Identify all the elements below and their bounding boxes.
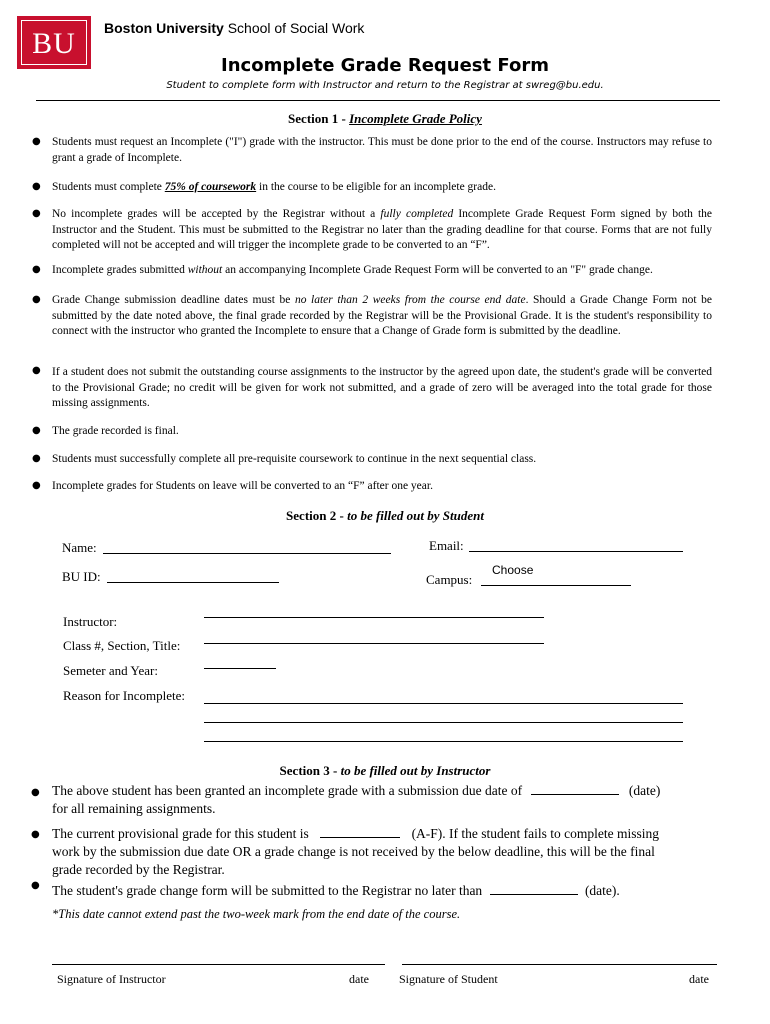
bullet-icon: ●: [32, 294, 41, 305]
instructor-field[interactable]: [204, 617, 544, 618]
instructor-signature-label: Signature of Instructor: [57, 972, 166, 986]
header-divider: [36, 100, 720, 101]
section1-title: Section 1 - Incomplete Grade Policy: [288, 111, 482, 126]
bullet-icon: ●: [31, 880, 40, 891]
reason-field-line-1[interactable]: [204, 703, 683, 704]
due-date-field[interactable]: [531, 782, 619, 795]
bu-logo-text: BU: [21, 20, 87, 65]
instructor-bullet-2: The current provisional grade for this student is (A-F). If the student fails to complete missing work by the submission due date OR a grade change is not received by the below deadline, this will be the final grade recorded by the Registrar.: [52, 826, 660, 877]
email-field[interactable]: [469, 551, 683, 552]
school-name: Boston University School of Social Work: [104, 20, 365, 36]
page-subtitle: Student to complete form with Instructor and return to the Registrar at swreg@bu.edu.: [166, 80, 604, 91]
bullet-icon: ●: [32, 365, 41, 376]
instructor-label: Instructor:: [63, 614, 118, 629]
student-date-label: date: [689, 972, 709, 986]
policy-bullet-9: Incomplete grades for Students on leave will be converted to an “F” after one year.: [52, 480, 433, 492]
semester-label: Semeter and Year:: [63, 663, 158, 678]
grade-change-date-field[interactable]: [490, 882, 578, 895]
policy-bullet-2: Students must complete 75% of coursework in the course to be eligible for an incomplete grade.: [52, 181, 496, 193]
instructor-bullet-1: The above student has been granted an incomplete grade with a submission due date of (date) for all remaining assignments.: [52, 783, 661, 816]
policy-bullet-5: Grade Change submission deadline dates must be no later than 2 weeks from the course end date. Should a Grade Change Form not be submitted by the date noted above, the final grade recorded by the Registrar will be the Provisional Grade. It is the student's responsibility to connect with the instructor who granted the Incomplete to ensure that a Change of Grade form is submitted by the deadline.: [52, 294, 712, 337]
instructor-date-label: date: [349, 972, 369, 986]
bullet-icon: ●: [32, 425, 41, 436]
policy-bullet-7: The grade recorded is final.: [52, 425, 179, 437]
buid-label: BU ID:: [62, 569, 101, 584]
class-label: Class #, Section, Title:: [63, 638, 181, 653]
policy-bullet-3: No incomplete grades will be accepted by the Registrar without a fully completed Incomplete Grade Request Form signed by both the Instructor and the Student. This must be submitted to the Registrar no later than the grading deadline for that course. Forms that are not fully completed will not be accepted and will trigger the incomplete grade to be converted to an “F”.: [52, 208, 713, 251]
provisional-grade-field[interactable]: [320, 825, 400, 838]
bullet-icon: ●: [32, 264, 41, 275]
semester-field[interactable]: [204, 668, 276, 669]
reason-field-line-2[interactable]: [204, 722, 683, 723]
bullet-icon: ●: [32, 136, 41, 147]
reason-field-line-3[interactable]: [204, 741, 683, 742]
policy-bullet-6: If a student does not submit the outstanding course assignments to the instructor by the agreed upon date, the student's grade will be converted to the Provisional Grade; no credit will be given for work not submitted, and a grade of zero will be averaged into the total grade for those missing assignments.: [52, 366, 712, 409]
date-note: *This date cannot extend past the two-week mark from the end date of the course.: [52, 907, 461, 921]
bullet-icon: ●: [31, 787, 40, 798]
section3-title: Section 3 - to be filled out by Instructor: [279, 763, 491, 778]
student-signature-label: Signature of Student: [399, 972, 498, 986]
bullet-icon: ●: [31, 829, 40, 840]
policy-bullet-8: Students must successfully complete all pre-requisite coursework to continue in the next sequential class.: [52, 453, 537, 465]
bullet-icon: ●: [32, 181, 41, 192]
page-title: Incomplete Grade Request Form: [221, 55, 549, 76]
bullet-icon: ●: [32, 208, 41, 219]
campus-label: Campus:: [426, 572, 473, 587]
bullet-icon: ●: [32, 453, 41, 464]
student-signature-line[interactable]: [402, 964, 717, 965]
campus-select[interactable]: Choose: [492, 563, 534, 577]
instructor-bullet-3: The student's grade change form will be submitted to the Registrar no later than (date).: [52, 883, 620, 898]
section2-title: Section 2 - to be filled out by Student: [286, 508, 484, 523]
name-field[interactable]: [103, 553, 391, 554]
class-field[interactable]: [204, 643, 544, 644]
buid-field[interactable]: [107, 582, 279, 583]
email-label: Email:: [429, 538, 464, 553]
reason-label: Reason for Incomplete:: [63, 688, 186, 703]
campus-field[interactable]: [481, 585, 631, 586]
policy-bullet-4: Incomplete grades submitted without an accompanying Incomplete Grade Request Form will be converted to an "F" grade change.: [52, 264, 653, 276]
bullet-icon: ●: [32, 480, 41, 491]
name-label: Name:: [62, 540, 97, 555]
instructor-signature-line[interactable]: [52, 964, 385, 965]
policy-bullet-1: Students must request an Incomplete ("I") grade with the instructor. This must be done prior to the end of the course. Instructors may refuse to grant a grade of Incomplete.: [52, 136, 712, 164]
